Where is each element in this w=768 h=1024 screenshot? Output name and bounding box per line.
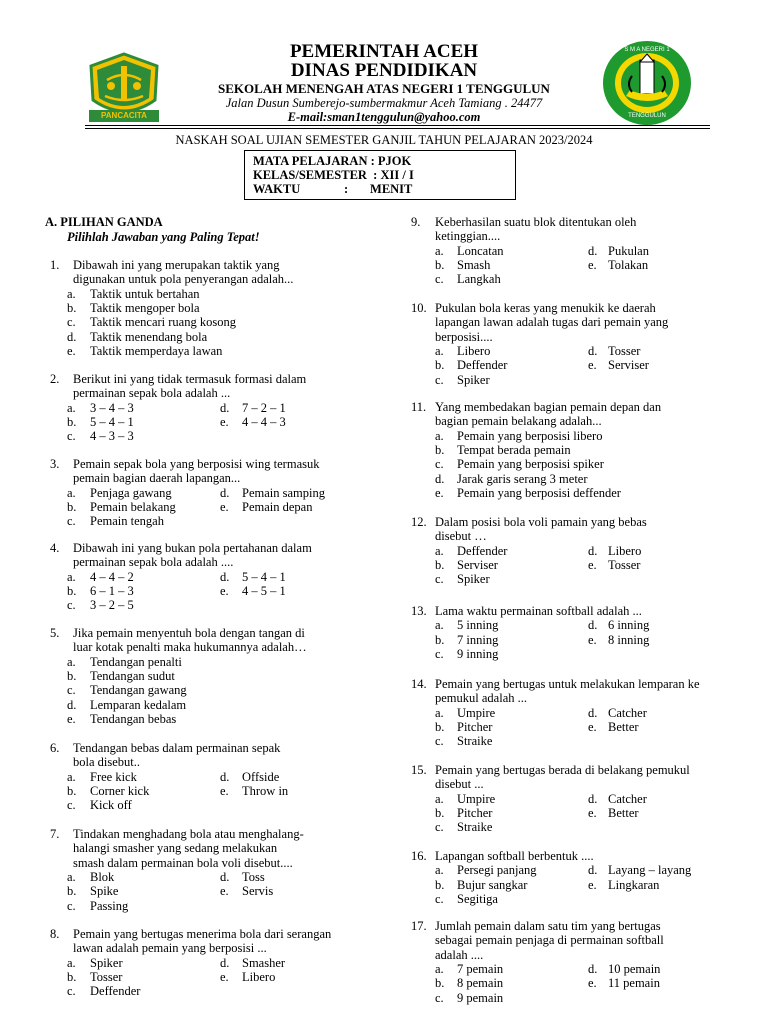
question-number: 8. — [50, 927, 60, 941]
section-title: A. PILIHAN GANDA — [45, 215, 163, 229]
option-text: Taktik memperdaya lawan — [90, 343, 223, 358]
header-government: PEMERINTAH ACEH — [289, 41, 479, 62]
option-letter: a. — [67, 955, 76, 970]
option-text: Pukulan — [608, 243, 649, 258]
option-text: Libero — [457, 343, 491, 358]
option-letter: a. — [67, 769, 76, 784]
option-text: Taktik mengoper bola — [90, 300, 200, 315]
option-letter: c. — [435, 457, 444, 472]
question-text: Pemain yang bertugas menerima bola dari serangan — [73, 927, 332, 941]
option-text: 10 pemain — [608, 961, 661, 976]
option-letter: b. — [67, 499, 77, 514]
option-letter: a. — [67, 286, 76, 301]
option-letter: a. — [435, 428, 444, 443]
question-number: 14. — [411, 677, 427, 691]
option-text: 9 inning — [457, 646, 499, 661]
option-letter: b. — [67, 300, 77, 315]
option-text: 7 inning — [457, 632, 499, 647]
option-text: 3 – 2 – 5 — [90, 598, 134, 613]
option-text: 7 – 2 – 1 — [242, 400, 286, 415]
header-address: Jalan Dusun Sumberejo-sumbermakmur Aceh Tamiang . 24477 — [225, 96, 543, 110]
option-text: Throw in — [242, 783, 289, 798]
option-text: Tolakan — [608, 257, 649, 272]
option-text: Serviser — [457, 557, 498, 572]
question-text: Tendangan bebas dalam permainan sepak — [73, 741, 281, 755]
option-letter: c. — [435, 272, 444, 287]
option-text: Toss — [242, 869, 265, 884]
option-letter: a. — [67, 654, 76, 669]
question-number: 4. — [50, 541, 60, 555]
option-text: Catcher — [608, 791, 647, 806]
question-number: 10. — [411, 301, 427, 315]
question-text: Lama waktu permainan softball adalah ... — [435, 604, 642, 618]
question-text: Tindakan menghadang bola atau menghalang- — [73, 827, 304, 841]
option-text: Straike — [457, 734, 493, 749]
option-text: Pitcher — [457, 719, 493, 734]
option-letter: c. — [67, 514, 76, 529]
question-text: Berikut ini yang tidak termasuk formasi dalam — [73, 372, 307, 386]
option-text: Smasher — [242, 955, 286, 970]
header-school-name: SEKOLAH MENENGAH ATAS NEGERI 1 TENGGULUN — [218, 81, 550, 96]
question-text: permainan sepak bola adalah ... — [73, 386, 231, 401]
option-letter: e. — [220, 414, 229, 429]
option-text: 7 pemain — [457, 961, 504, 976]
option-text: Smash — [457, 257, 491, 272]
info-subject: MATA PELAJARAN : PJOK — [253, 154, 412, 168]
option-letter: c. — [435, 891, 444, 906]
option-letter: b. — [435, 976, 445, 991]
option-text: Tendangan bebas — [90, 711, 177, 726]
option-text: Lingkaran — [608, 877, 660, 892]
option-letter: a. — [435, 961, 444, 976]
option-text: Libero — [608, 543, 642, 558]
option-letter: e. — [588, 877, 597, 892]
option-letter: d. — [588, 791, 598, 806]
question-text: pemukul adalah ... — [435, 691, 527, 706]
option-text: Segitiga — [457, 891, 498, 906]
option-letter: b. — [435, 805, 445, 820]
option-text: Serviser — [608, 358, 649, 373]
question-text: disebut ... — [435, 777, 484, 792]
option-text: Layang – layang — [608, 863, 692, 878]
option-text: Pemain tengah — [90, 514, 164, 529]
option-text: Umpire — [457, 705, 496, 720]
question-number: 9. — [411, 215, 421, 229]
option-letter: b. — [67, 668, 77, 683]
option-text: 8 pemain — [457, 976, 504, 991]
option-letter: b. — [435, 257, 445, 272]
option-letter: d. — [588, 543, 598, 558]
question-number: 17. — [411, 919, 427, 933]
option-letter: b. — [67, 969, 77, 984]
question-number: 11. — [411, 400, 427, 414]
option-text: 4 – 4 – 2 — [90, 569, 134, 584]
option-text: Persegi panjang — [457, 863, 537, 878]
option-text: 6 – 1 – 3 — [90, 583, 134, 598]
option-text: Pemain belakang — [90, 499, 176, 514]
question-text: luar kotak penalti maka hukumannya adalah… — [73, 640, 307, 655]
question-text: sebagai pemain penjaga di permainan softball — [435, 933, 664, 948]
option-letter: a. — [435, 343, 444, 358]
question-text: disebut … — [435, 529, 487, 544]
option-text: Deffender — [90, 984, 141, 999]
option-letter: a. — [435, 863, 444, 878]
option-text: Spiker — [90, 955, 123, 970]
option-letter: c. — [67, 683, 76, 698]
question-number: 1. — [50, 258, 60, 272]
question-number: 15. — [411, 763, 427, 777]
option-text: Libero — [242, 969, 276, 984]
option-text: Spiker — [457, 372, 490, 387]
option-text: Penjaga gawang — [90, 485, 172, 500]
option-text: Pemain yang berposisi deffender — [457, 485, 621, 500]
option-text: Passing — [90, 898, 129, 913]
option-text: Pemain samping — [242, 485, 325, 500]
option-text: Deffender — [457, 358, 508, 373]
option-letter: e. — [67, 343, 76, 358]
option-letter: b. — [435, 557, 445, 572]
option-text: 4 – 4 – 3 — [242, 414, 286, 429]
header-divider-thin — [85, 128, 710, 129]
option-text: Corner kick — [90, 783, 150, 798]
option-letter: b. — [67, 783, 77, 798]
option-text: 4 – 3 – 3 — [90, 429, 134, 444]
option-text: Tosser — [608, 343, 641, 358]
option-letter: c. — [435, 372, 444, 387]
section-instruction: Pilihlah Jawaban yang Paling Tepat! — [67, 230, 260, 244]
option-letter: b. — [435, 877, 445, 892]
question-text: Pemain yang bertugas untuk melakukan lemparan ke — [435, 677, 700, 691]
header-email: E-mail:sman1tenggulun@yahoo.com — [287, 110, 481, 124]
option-letter: d. — [220, 569, 230, 584]
question-text: lapangan lawan adalah tugas dari pemain yang — [435, 315, 669, 330]
option-text: Pemain yang berposisi spiker — [457, 457, 604, 472]
question-number: 6. — [50, 741, 60, 755]
option-text: Better — [608, 805, 639, 820]
option-text: Taktik mencari ruang kosong — [90, 315, 236, 330]
option-text: Tendangan penalti — [90, 654, 182, 669]
right-logo-bottom-text: TENGGULUN — [628, 113, 666, 119]
option-letter: a. — [67, 485, 76, 500]
option-letter: d. — [220, 769, 230, 784]
question-text: ketinggian.... — [435, 229, 501, 244]
left-logo-text: PANCACITA — [101, 111, 147, 120]
option-letter: a. — [435, 618, 444, 633]
question-text: Pukulan bola keras yang menukik ke daerah — [435, 301, 656, 315]
question-text: Pemain sepak bola yang berposisi wing termasuk — [73, 457, 320, 471]
question-number: 12. — [411, 515, 427, 529]
option-letter: c. — [67, 798, 76, 813]
question-number: 5. — [50, 626, 60, 640]
option-text: 5 – 4 – 1 — [90, 414, 134, 429]
option-letter: e. — [588, 632, 597, 647]
question-text: bola disebut.. — [73, 755, 141, 770]
header-divider-thick — [85, 125, 710, 126]
question-text: Jika pemain menyentuh bola dengan tangan di — [73, 626, 305, 640]
option-text: Bujur sangkar — [457, 877, 528, 892]
option-letter: d. — [588, 961, 598, 976]
question-text: permainan sepak bola adalah .... — [73, 555, 234, 570]
question-text: adalah .... — [435, 947, 484, 962]
right-logo-top-text: S M A NEGERI 1 — [624, 47, 670, 53]
option-text: Lemparan kedalam — [90, 697, 187, 712]
question-number: 13. — [411, 604, 427, 618]
option-letter: e. — [588, 358, 597, 373]
option-letter: a. — [435, 791, 444, 806]
option-letter: d. — [588, 618, 598, 633]
option-letter: c. — [67, 984, 76, 999]
option-letter: d. — [588, 705, 598, 720]
option-letter: b. — [67, 884, 77, 899]
option-text: Pemain depan — [242, 499, 313, 514]
option-letter: b. — [435, 442, 445, 457]
option-text: Offside — [242, 769, 280, 784]
option-text: Better — [608, 719, 639, 734]
option-letter: e. — [588, 719, 597, 734]
option-text: Kick off — [90, 798, 132, 813]
question-text: Yang membedakan bagian pemain depan dan — [435, 400, 662, 414]
question-text: smash dalam permainan bola voli disebut.... — [73, 855, 293, 870]
option-letter: c. — [435, 820, 444, 835]
option-text: Straike — [457, 820, 493, 835]
option-letter: e. — [220, 583, 229, 598]
option-text: Taktik untuk bertahan — [90, 286, 200, 301]
option-text: Pemain yang berposisi libero — [457, 428, 603, 443]
option-text: 8 inning — [608, 632, 650, 647]
option-letter: c. — [435, 990, 444, 1005]
option-letter: b. — [67, 414, 77, 429]
option-text: Tosser — [90, 969, 123, 984]
header-department: DINAS PENDIDIKAN — [290, 60, 478, 81]
option-letter: e. — [67, 711, 76, 726]
question-text: pemain bagian daerah lapangan... — [73, 471, 241, 486]
option-letter: a. — [435, 243, 444, 258]
question-text: Dibawah ini yang merupakan taktik yang — [73, 258, 280, 272]
option-text: Umpire — [457, 791, 496, 806]
question-text: Dibawah ini yang bukan pola pertahanan dalam — [73, 541, 312, 555]
question-text: Dalam posisi bola voli pamain yang bebas — [435, 515, 647, 529]
info-class-semester: KELAS/SEMESTER : XII / I — [253, 168, 414, 182]
option-letter: a. — [435, 705, 444, 720]
option-text: Servis — [242, 884, 274, 899]
option-letter: c. — [67, 898, 76, 913]
option-text: 9 pemain — [457, 990, 504, 1005]
option-letter: a. — [67, 569, 76, 584]
option-letter: c. — [435, 734, 444, 749]
question-text: digunakan untuk pola penyerangan adalah... — [73, 272, 294, 287]
option-text: Free kick — [90, 769, 137, 784]
option-letter: c. — [435, 572, 444, 587]
option-letter: e. — [588, 557, 597, 572]
question-number: 2. — [50, 372, 60, 386]
option-letter: e. — [435, 485, 444, 500]
option-letter: e. — [220, 884, 229, 899]
question-number: 16. — [411, 849, 427, 863]
option-letter: e. — [588, 976, 597, 991]
option-letter: e. — [588, 257, 597, 272]
option-letter: c. — [67, 429, 76, 444]
question-number: 3. — [50, 457, 60, 471]
option-text: Deffender — [457, 543, 508, 558]
question-text: lawan adalah pemain yang berposisi ... — [73, 941, 267, 956]
question-text: bagian pemain belakang adalah... — [435, 414, 602, 429]
subject-info-box — [244, 150, 516, 200]
option-letter: c. — [67, 315, 76, 330]
option-text: 11 pemain — [608, 976, 660, 991]
exam-title: NASKAH SOAL UJIAN SEMESTER GANJIL TAHUN PELAJARAN 2023/2024 — [175, 133, 593, 147]
option-letter: d. — [220, 869, 230, 884]
question-text: Jumlah pemain dalam satu tim yang bertugas — [435, 919, 661, 933]
option-letter: d. — [588, 863, 598, 878]
option-letter: d. — [67, 329, 77, 344]
option-text: Langkah — [457, 272, 501, 287]
option-letter: a. — [67, 400, 76, 415]
option-text: Jarak garis serang 3 meter — [457, 471, 588, 486]
option-text: Pitcher — [457, 805, 493, 820]
option-text: Tosser — [608, 557, 641, 572]
option-letter: a. — [67, 869, 76, 884]
info-time: WAKTU : MENIT — [253, 182, 413, 196]
question-text: Pemain yang bertugas berada di belakang pemukul — [435, 763, 690, 777]
option-letter: e. — [220, 969, 229, 984]
option-text: 5 – 4 – 1 — [242, 569, 286, 584]
option-letter: b. — [67, 583, 77, 598]
option-text: Taktik menendang bola — [90, 329, 208, 344]
option-letter: d. — [220, 485, 230, 500]
option-text: Blok — [90, 869, 115, 884]
option-letter: b. — [435, 632, 445, 647]
option-letter: d. — [67, 697, 77, 712]
option-letter: b. — [435, 358, 445, 373]
option-text: 5 inning — [457, 618, 499, 633]
option-text: Tendangan sudut — [90, 668, 175, 683]
option-letter: d. — [220, 400, 230, 415]
option-letter: a. — [435, 543, 444, 558]
option-letter: d. — [220, 955, 230, 970]
option-text: 4 – 5 – 1 — [242, 583, 286, 598]
option-letter: e. — [220, 499, 229, 514]
option-letter: d. — [588, 343, 598, 358]
option-letter: e. — [588, 805, 597, 820]
option-letter: c. — [435, 646, 444, 661]
option-text: 3 – 4 – 3 — [90, 400, 134, 415]
question-text: Keberhasilan suatu blok ditentukan oleh — [435, 215, 637, 229]
question-text: berposisi.... — [435, 329, 493, 344]
option-letter: d. — [588, 243, 598, 258]
option-text: Catcher — [608, 705, 647, 720]
option-text: Spiker — [457, 572, 490, 587]
question-text: halangi smasher yang sedang melakukan — [73, 841, 278, 856]
option-text: Tempat berada pemain — [457, 442, 571, 457]
option-letter: e. — [220, 783, 229, 798]
question-text: Lapangan softball berbentuk .... — [435, 849, 594, 863]
option-text: Spike — [90, 884, 119, 899]
option-text: 6 inning — [608, 618, 650, 633]
option-text: Tendangan gawang — [90, 683, 187, 698]
option-letter: b. — [435, 719, 445, 734]
question-number: 7. — [50, 827, 60, 841]
option-letter: d. — [435, 471, 445, 486]
option-letter: c. — [67, 598, 76, 613]
option-text: Loncatan — [457, 243, 504, 258]
